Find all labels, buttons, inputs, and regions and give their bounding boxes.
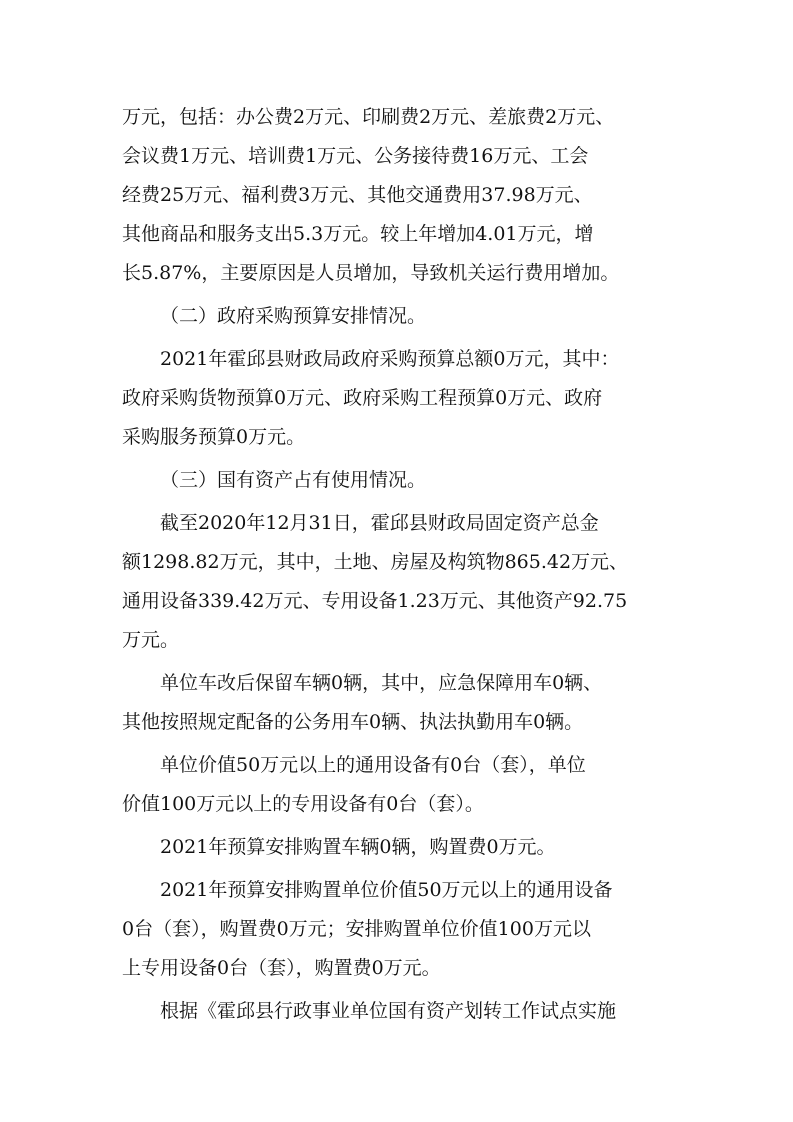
paragraph-equipment: 单位价值50万元以上的通用设备有0台（套），单位 价值100万元以上的专用设备有0台（套）。 xyxy=(122,754,586,815)
paragraph-operating-costs: 万元，包括：办公费2万元、印刷费2万元、差旅费2万元、 会议费1万元、培训费1万元、公务接待费16万元、工会 经费25万元、福利费3万元、其他交通费用37.98万元、 其他商品和服务支出5.3万元。较上年增加4.01万元，增 长5.87%，主要原因是人员增加，导致机关运行费用增加。 xyxy=(122,106,620,284)
paragraph-procurement: 2021年霍邱县财政局政府采购预算总额0万元，其中： 政府采购货物预算0万元、政府采购工程预算0万元、政府 采购服务预算0万元。 xyxy=(122,348,620,448)
paragraph-equipment-budget: 2021年预算安排购置单位价值50万元以上的通用设备 0台（套），购置费0万元；安排购置单位价值100万元以 上专用设备0台（套），购置费0万元。 xyxy=(122,879,613,979)
heading-assets: （三）国有资产占有使用情况。 xyxy=(160,469,427,491)
paragraph-fixed-assets: 截至2020年12月31日，霍邱县财政局固定资产总金 额1298.82万元，其中，土地、房屋及构筑物865.42万元、 通用设备339.42万元、专用设备1.23万元、其他资产92.75 万元。 xyxy=(122,512,629,651)
heading-procurement: （二）政府采购预算安排情况。 xyxy=(160,305,427,327)
paragraph-vehicles: 单位车改后保留车辆0辆，其中，应急保障用车0辆、 其他按照规定配备的公务用车0辆、执法执勤用车0辆。 xyxy=(122,672,603,733)
paragraph-transfer: 根据《霍邱县行政事业单位国有资产划转工作试点实施 xyxy=(160,1000,617,1022)
paragraph-vehicle-budget: 2021年预算安排购置车辆0辆，购置费0万元。 xyxy=(160,836,556,858)
document-page xyxy=(122,98,678,1031)
